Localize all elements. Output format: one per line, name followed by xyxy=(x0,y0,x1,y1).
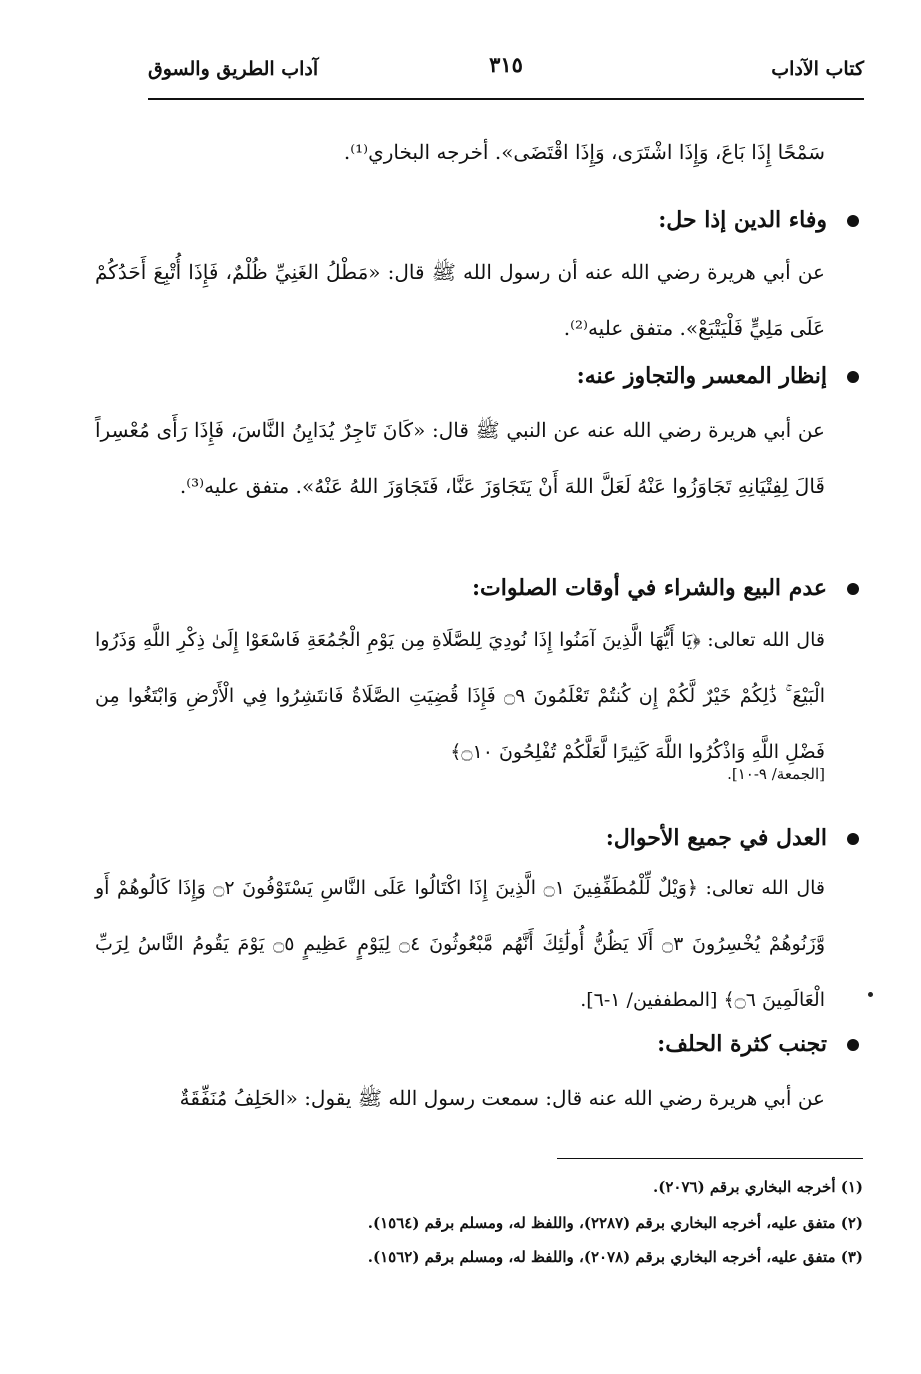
section-heading-text: عدم البيع والشراء في أوقات الصلوات: xyxy=(471,575,827,601)
page-header xyxy=(148,52,864,98)
bullet-icon xyxy=(847,583,859,595)
book-title: كتاب الآداب xyxy=(771,58,864,80)
section-text-debtor-respite: عن أبي هريرة رضي الله عنه عن النبي ﷺ قال: «كَانَ تَاجِرٌ يُدَايِنُ النَّاسَ، فَإِذَا رَأَى مُعْسِراً قَالَ لِفِتْيَانِهِ تَجَاوَزُوا عَنْهُ لَعَلَّ اللهَ أَنْ يَتَجَاوَزَ عَنَّا، فَتَجَاوَزَ اللهُ عَنْهُ». متفق عليه⁽³⁾. xyxy=(95,418,825,498)
bullet-icon xyxy=(847,215,859,227)
ink-dot xyxy=(868,992,873,997)
section-heading-text: إنظار المعسر والتجاوز عنه: xyxy=(576,363,827,389)
bullet-icon xyxy=(847,833,859,845)
section-heading-avoid-oaths xyxy=(89,1024,859,1064)
bullet-icon xyxy=(847,371,859,383)
section-text-prayer-times-trade: قال الله تعالى: ﴿يَا أَيُّهَا الَّذِينَ آمَنُوا إِذَا نُودِيَ لِلصَّلَاةِ مِن يَوْمِ الْجُمُعَةِ فَاسْعَوْا إِلَىٰ ذِكْرِ اللَّهِ وَذَرُوا الْبَيْعَ ۚ ذَٰلِكُمْ خَيْرٌ لَّكُمْ إِن كُنتُمْ تَعْلَمُونَ ۝٩ فَإِذَا قُضِيَتِ الصَّلَاةُ فَانتَشِرُوا فِي الْأَرْضِ وَابْتَغُوا مِن فَضْلِ اللَّهِ وَاذْكُرُوا اللَّهَ كَثِيرًا لَّعَلَّكُمْ تُفْلِحُونَ ۝١٠﴾ xyxy=(95,629,825,763)
section-heading-text: تجنب كثرة الحلف: xyxy=(657,1031,827,1057)
bullet-icon xyxy=(847,1039,859,1051)
chapter-title: آداب الطريق والسوق xyxy=(148,58,319,80)
section-heading-debt-repayment xyxy=(89,200,859,240)
section-text-debt-repayment: عن أبي هريرة رضي الله عنه أن رسول الله ﷺ قال: «مَطْلُ الغَنِيِّ ظُلْمٌ، فَإِذَا أُتْبِعَ أَحَدُكُمْ عَلَى مَلِيٍّ فَلْيَتْبَعْ». متفق عليه⁽²⁾. xyxy=(95,260,825,340)
footnote-2: (٢) متفق عليه، أخرجه البخاري برقم (٢٢٨٧)، واللفظ له، ومسلم برقم (١٥٦٤). xyxy=(367,1214,863,1232)
section-heading-prayer-times-trade xyxy=(89,568,859,608)
footnote-divider xyxy=(557,1158,863,1159)
section-text-justice: قال الله تعالى: ﴿وَيْلٌ لِّلْمُطَفِّفِينَ ۝١ الَّذِينَ إِذَا اكْتَالُوا عَلَى النَّاسِ يَسْتَوْفُونَ ۝٢ وَإِذَا كَالُوهُمْ أَو وَّزَنُوهُمْ يُخْسِرُونَ ۝٣ أَلَا يَظُنُّ أُولَٰئِكَ أَنَّهُم مَّبْعُوثُونَ ۝٤ لِيَوْمٍ عَظِيمٍ ۝٥ يَوْمَ يَقُومُ النَّاسُ لِرَبِّ الْعَالَمِينَ ۝٦﴾ [المطففين/ ١-٦]. xyxy=(95,877,826,1011)
intro-line: سَمْحًا إِذَا بَاعَ، وَإِذَا اشْتَرَى، وَإِذَا اقْتَضَى». أخرجه البخاري⁽¹⁾. xyxy=(343,140,825,164)
header-divider xyxy=(148,98,864,100)
footnote-3: (٣) متفق عليه، أخرجه البخاري برقم (٢٠٧٨)، واللفظ له، ومسلم برقم (١٥٦٢). xyxy=(367,1248,863,1266)
section-heading-text: وفاء الدين إذا حل: xyxy=(658,207,827,233)
quran-reference: [الجمعة/ ٩-١٠]. xyxy=(727,765,825,783)
section-heading-debtor-respite xyxy=(89,356,859,396)
section-heading-text: العدل في جميع الأحوال: xyxy=(605,825,827,851)
section-text-avoid-oaths: عن أبي هريرة رضي الله عنه قال: سمعت رسول الله ﷺ يقول: «الحَلِفُ مُنَفِّقَةٌ xyxy=(179,1086,825,1110)
page-number: ٣١٥ xyxy=(489,52,523,77)
section-heading-justice xyxy=(89,818,859,858)
footnote-1: (١) أخرجه البخاري برقم (٢٠٧٦). xyxy=(653,1178,863,1196)
